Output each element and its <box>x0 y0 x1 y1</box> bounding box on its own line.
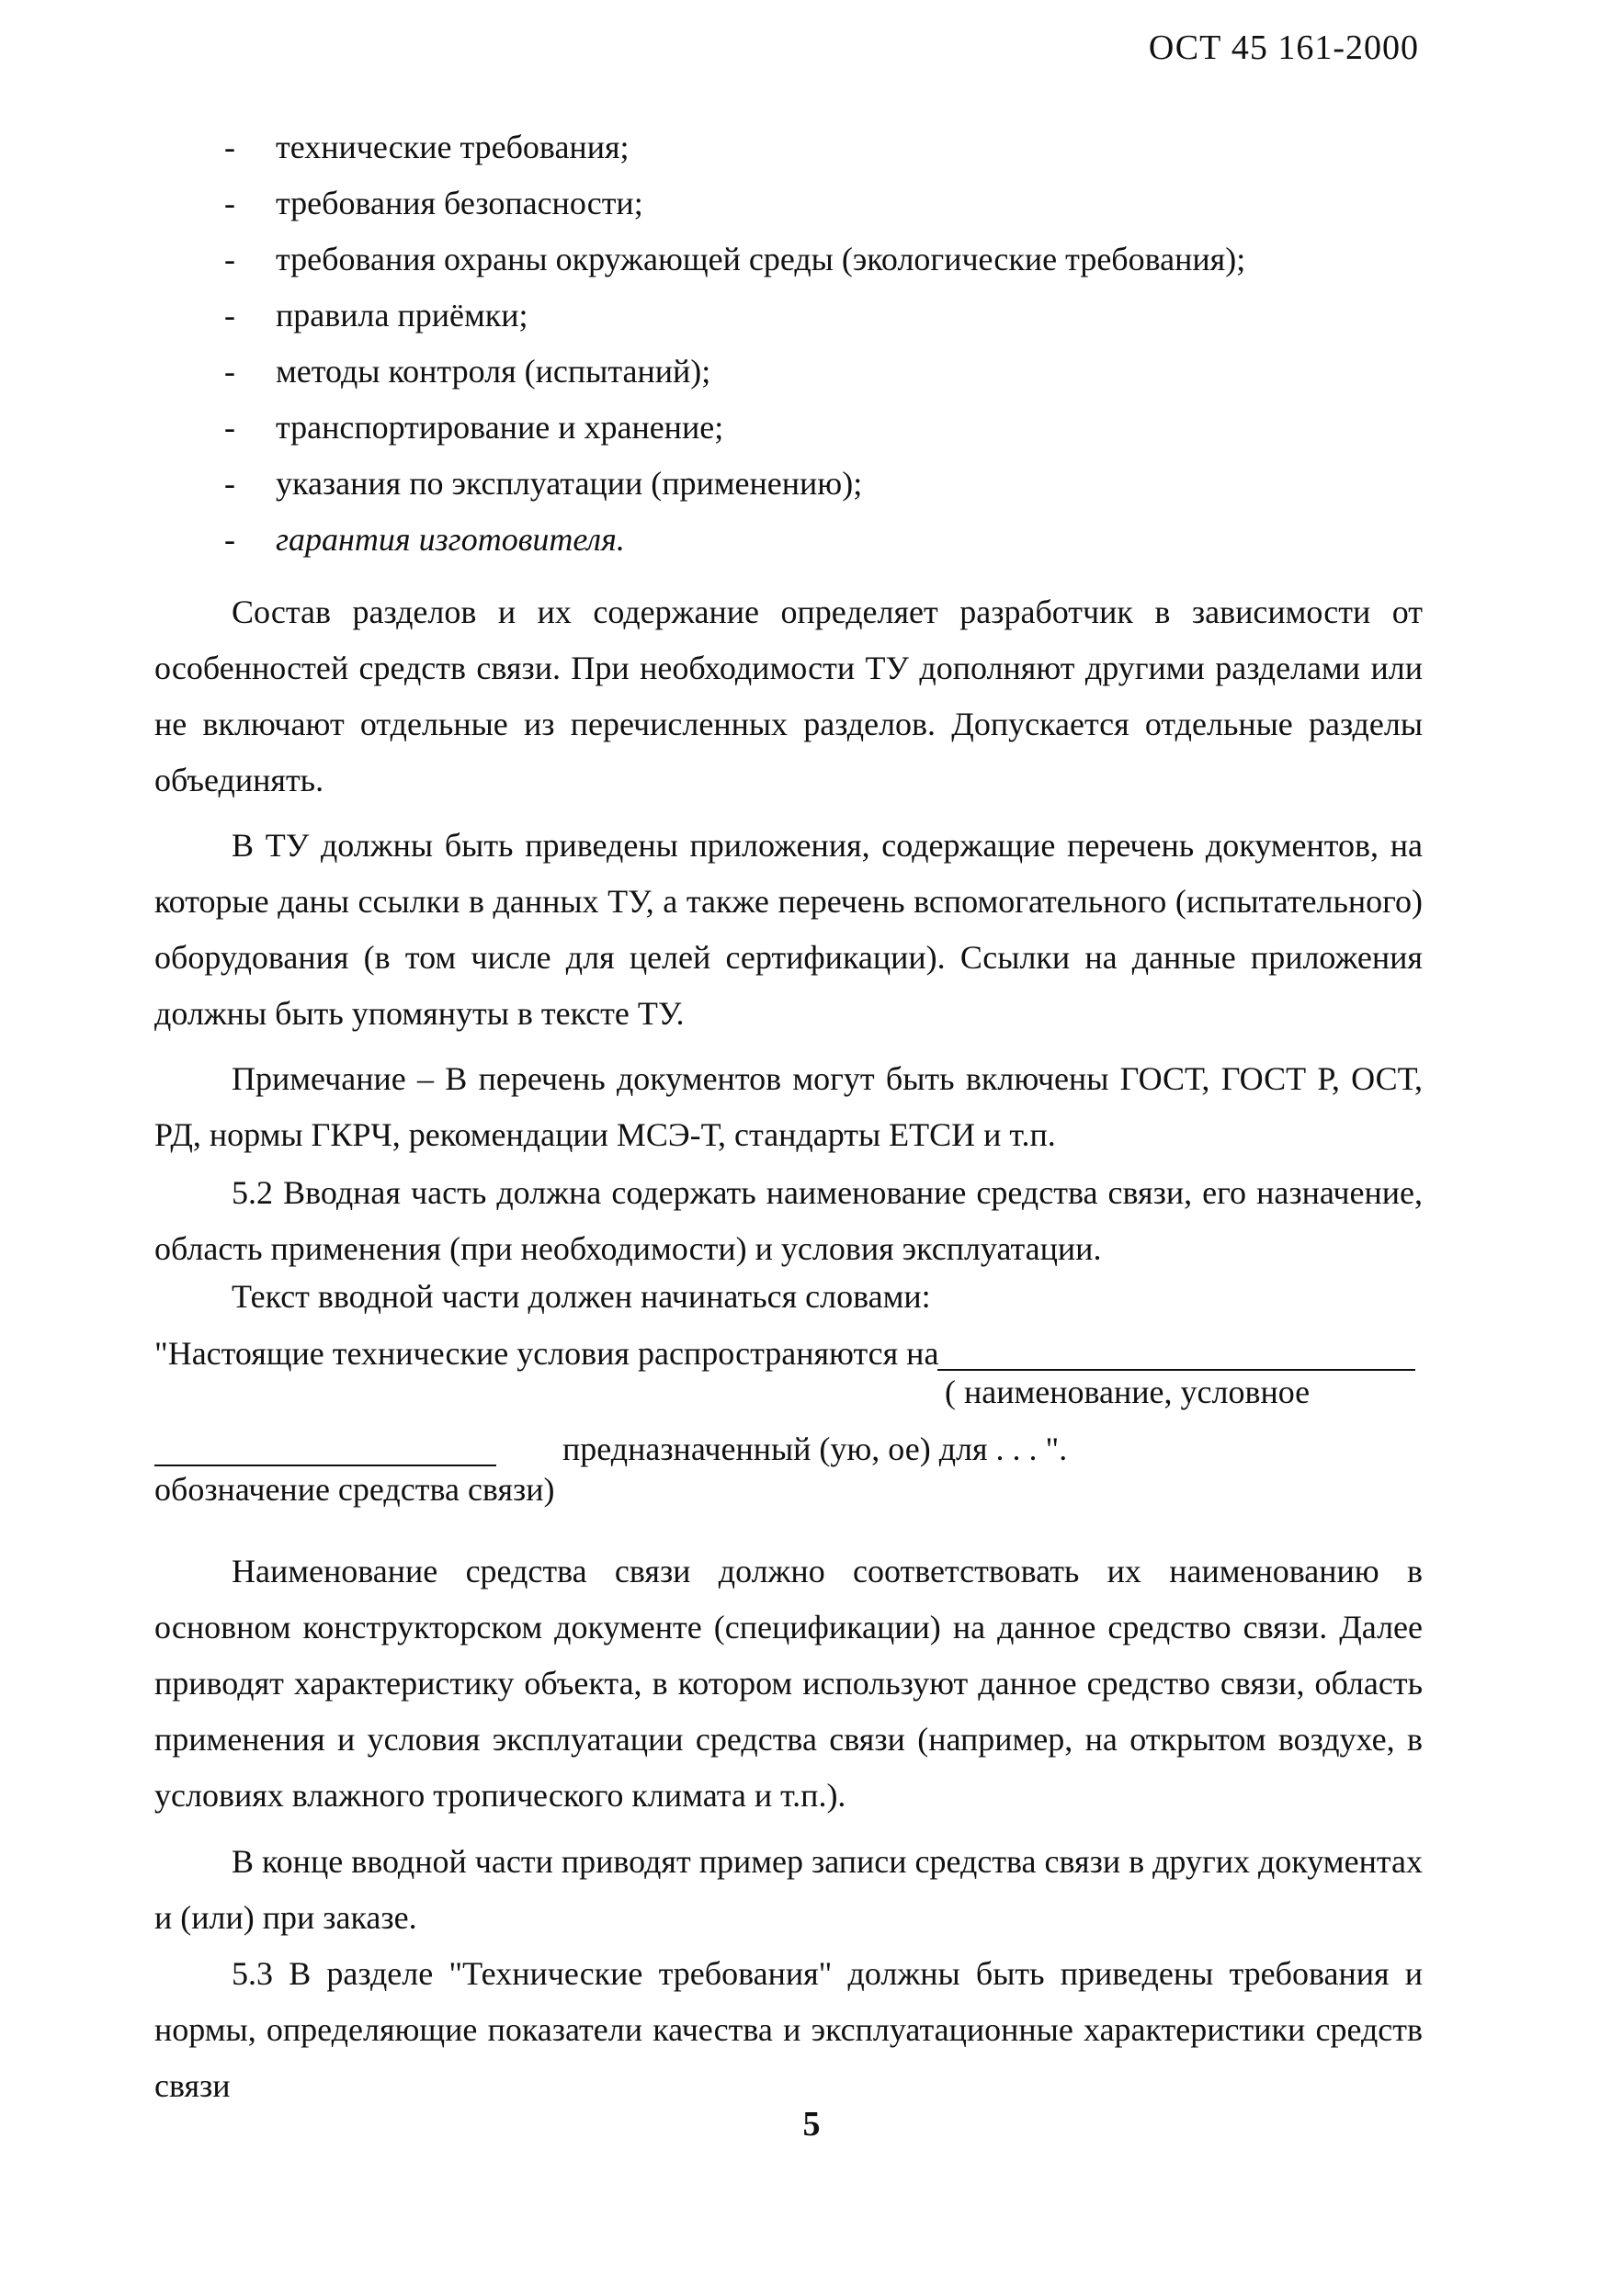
list-item-text: транспортирование и хранение; <box>276 409 724 446</box>
section-list <box>221 119 1415 568</box>
paragraph-appendices: В ТУ должны быть приведены приложения, содержащие перечень документов, на которые даны ссылки в данных ТУ, а также перечень вспомогательного (испытательного) оборудования (в том числе для целей сертификации). Ссылки на данные приложения должны быть упомянуты в тексте ТУ. <box>154 827 1423 1032</box>
list-dash: - <box>224 185 235 221</box>
list-item-text: правила приёмки; <box>276 297 528 334</box>
list-dash: - <box>224 465 235 502</box>
template-line-2: предназначенный (ую, ое) для . . . ". <box>562 1431 1068 1467</box>
list-item <box>221 456 1415 512</box>
intro-start-text: Текст вводной части должен начинаться словами: <box>232 1278 931 1315</box>
list-item-text: технические требования; <box>276 129 630 165</box>
paragraph-sections-composition: Состав разделов и их содержание определяет разработчик в зависимости от особенностей средств связи. При необходимости ТУ дополняют другими разделами или не включают отдельные из перечисленных разделов. Допускается отдельные разделы объединять. <box>154 594 1423 798</box>
list-item-text: методы контроля (испытаний); <box>276 353 711 390</box>
paragraph-5-3: 5.3 В разделе "Технические требования" должны быть приведены требования и нормы, определяющие показатели качества и эксплуатационные характеристики средств связи <box>154 1955 1423 2104</box>
list-item <box>221 119 1415 175</box>
paragraph-5-2: 5.2 Вводная часть должна содержать наименование средства связи, его назначение, область применения (при необходимости) и условия эксплуатации. <box>154 1174 1423 1267</box>
list-item-text: гарантия изготовителя. <box>276 521 625 558</box>
paragraph-note: Примечание – В перечень документов могут быть включены ГОСТ, ГОСТ Р, ОСТ, РД, нормы ГКРЧ, рекомендации МСЭ-Т, стандарты ЕТСИ и т.п. <box>154 1060 1423 1153</box>
template-line-1: "Настоящие технические условия распространяются на <box>154 1335 939 1372</box>
fill-in-blank-name <box>937 1369 1415 1371</box>
list-dash: - <box>224 241 235 277</box>
list-item-text: требования охраны окружающей среды (экологические требования); <box>276 241 1246 277</box>
page-number: 5 <box>802 2105 821 2143</box>
document-number: ОСТ 45 161-2000 <box>1148 28 1419 67</box>
paragraph-naming: Наименование средства связи должно соответствовать их наименованию в основном конструкторском документе (спецификации) на данное средство связи. Далее приводят характеристику объекта, в котором используют данное средство связи, область применения и условия эксплуатации средства связи (например, на открытом воздухе, в условиях влажного тропического климата и т.п.). <box>154 1553 1423 1814</box>
list-dash: - <box>224 409 235 446</box>
fill-in-blank-designation <box>154 1465 496 1466</box>
list-item-text: указания по эксплуатации (применению); <box>276 465 863 502</box>
list-item <box>221 232 1415 288</box>
list-item <box>221 175 1415 232</box>
list-item-text: требования безопасности; <box>276 185 643 221</box>
list-item <box>221 344 1415 400</box>
paragraph-example-record: В конце вводной части приводят пример записи средства связи в других документах и (или) при заказе. <box>154 1843 1423 1936</box>
template-hint-2: обозначение средства связи) <box>154 1471 555 1508</box>
list-item <box>221 512 1415 568</box>
list-item <box>221 288 1415 344</box>
list-dash: - <box>224 297 235 334</box>
list-dash: - <box>224 353 235 390</box>
template-hint-1: ( наименование, условное <box>945 1374 1311 1410</box>
list-item <box>221 400 1415 456</box>
list-dash: - <box>224 521 235 558</box>
list-dash: - <box>224 129 235 165</box>
